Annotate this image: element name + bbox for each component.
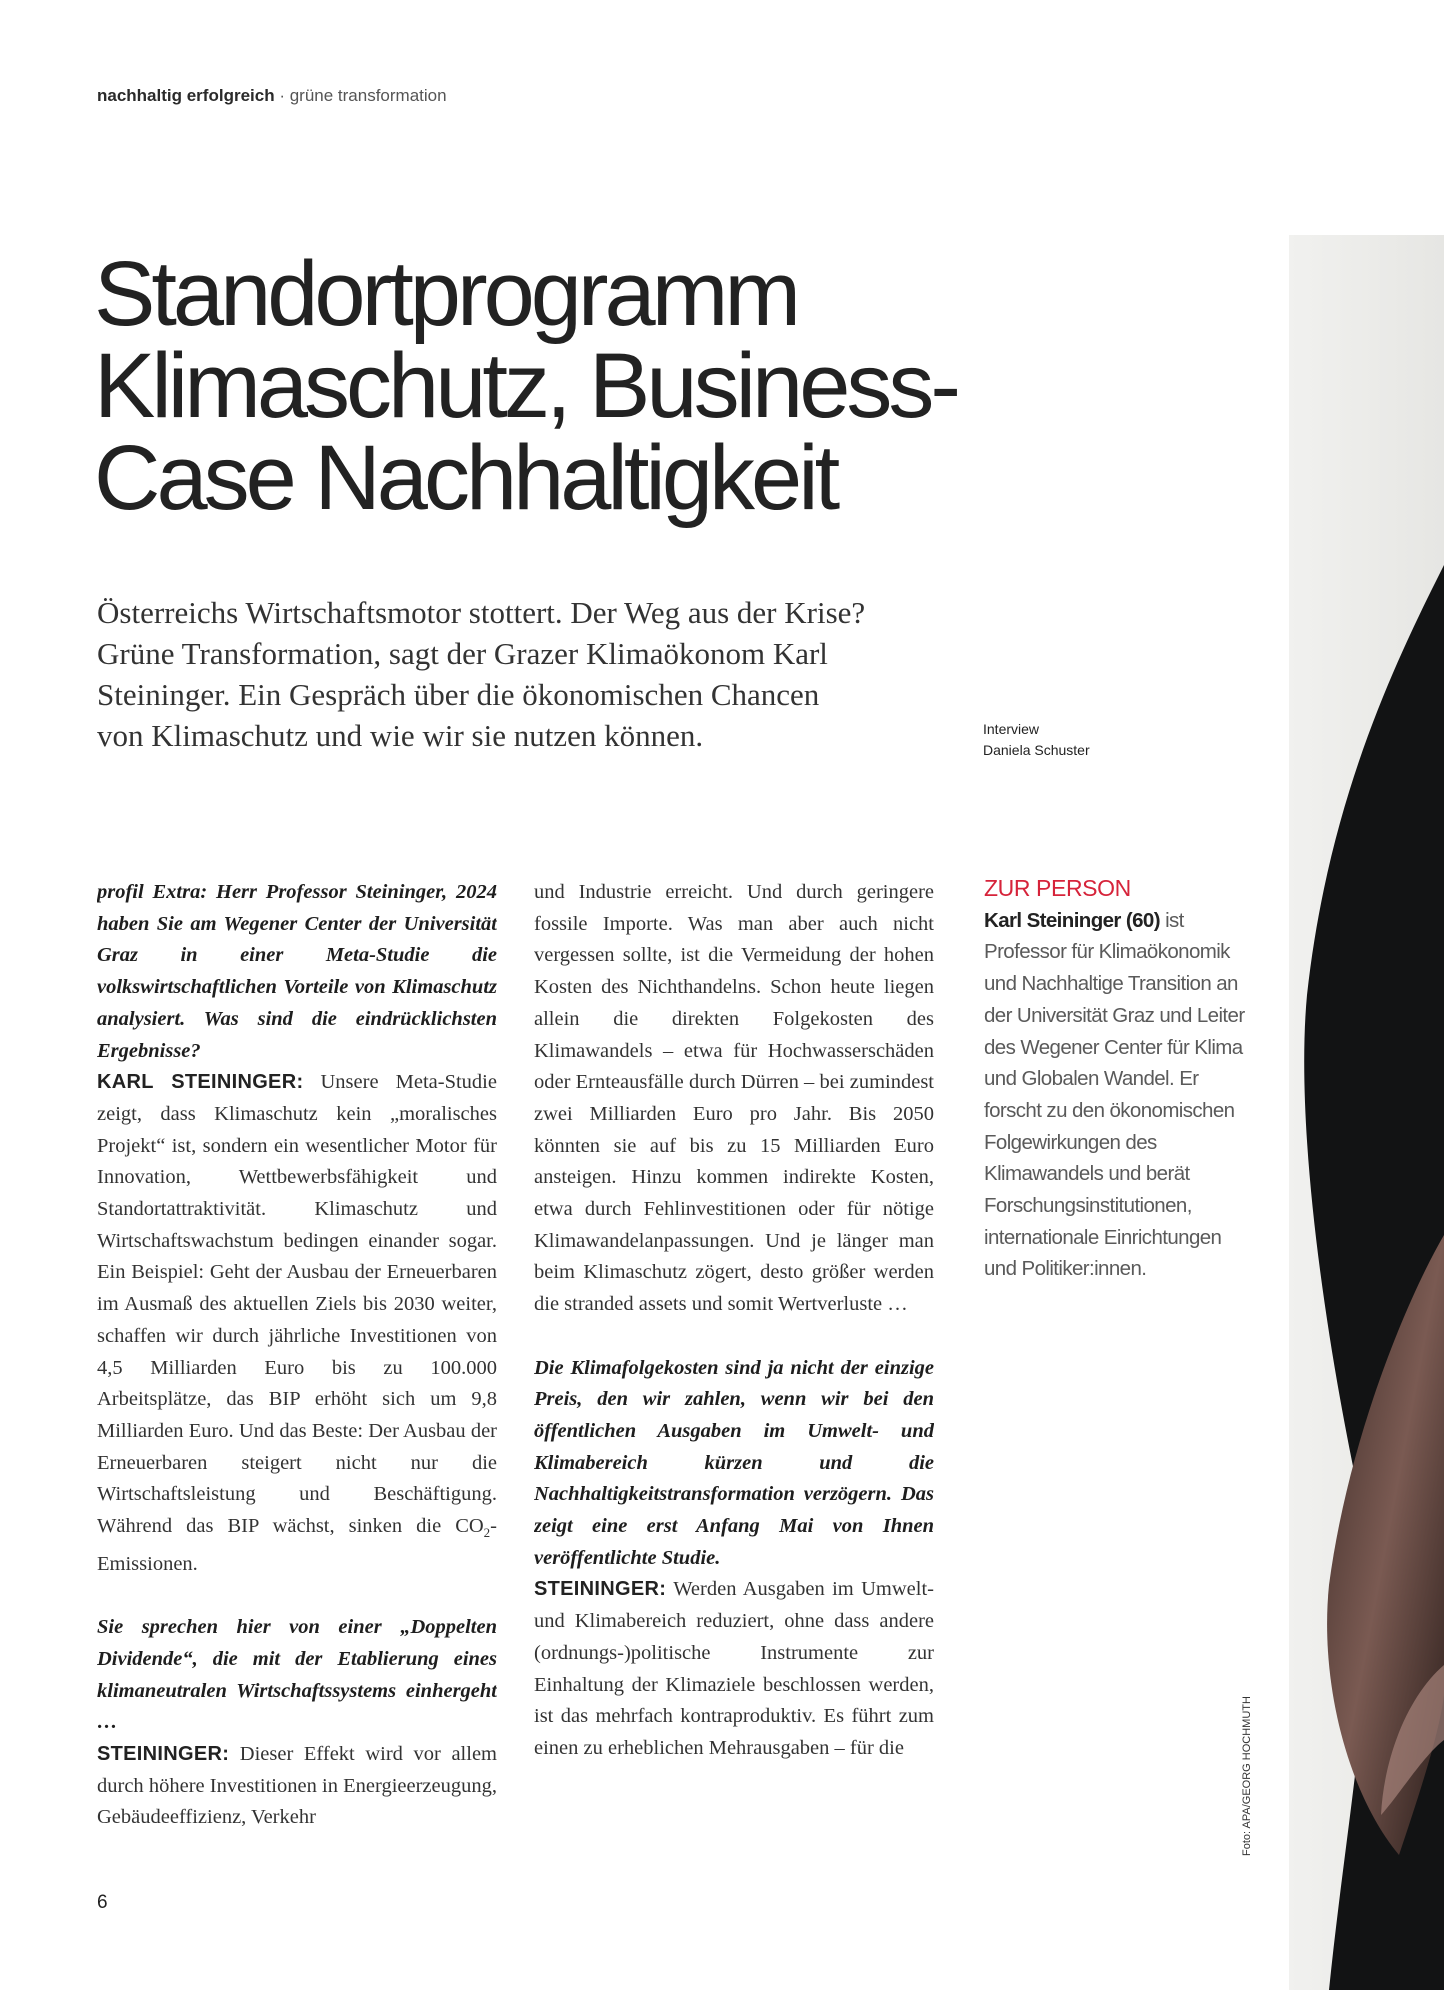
credit-label: Interview xyxy=(983,721,1040,737)
text-column-1 xyxy=(97,877,497,1877)
text-column-2 xyxy=(534,877,934,1877)
co2-subscript: 2 xyxy=(483,1525,491,1541)
speaker-label: STEININGER: xyxy=(97,1743,230,1766)
running-header xyxy=(97,86,447,106)
lead-line: Grüne Transformation, sagt der Grazer Klimaökonom Karl xyxy=(97,636,828,671)
lead-line: Österreichs Wirtschaftsmotor stottert. Der Weg aus der Krise? xyxy=(97,595,866,630)
lead-line: Steininger. Ein Gespräch über die ökonomischen Chancen xyxy=(97,677,820,712)
lead-line: von Klimaschutz und wie wir sie nutzen können. xyxy=(97,718,704,753)
answer-text: -Emissionen. xyxy=(97,1515,497,1575)
answer-text: Dieser Effekt wird vor allem durch höhere Investitionen in Energieerzeugung, Gebäudeeffizienz, Verkehr xyxy=(97,1743,497,1829)
sidebar-heading: ZUR PERSON xyxy=(984,875,1131,901)
article-title xyxy=(94,243,1054,529)
answer-text: Unsere Meta-Studie zeigt, dass Klimaschutz kein „moralisches Projekt“ ist, sondern ein wesentlicher Motor für Innovation, Wettbewerbsfähigkeit und Standortattraktivität. Klimaschutz und Wirtschaftswachstum bedingen einander sogar. Ein Beispiel: Geht der Ausbau der Erneuerbaren im Ausmaß des aktuellen Ziels bis 2030 weiter, schaffen wir durch jährliche Investitionen von 4,5 Milliarden Euro bis zu 100.000 Arbeitsplätze, das BIP erhöht sich um 9,8 Milliarden Euro. Und das Beste: Der Ausbau der Erneuerbaren steigert nicht nur die Wirtschaftsleistung und Beschäftigung. Während das BIP wächst, sinken die CO xyxy=(97,1071,497,1538)
answer-text: Werden Ausgaben im Umwelt- und Klimabereich reduziert, ohne dass andere (ordnungs-)politische Instrumente zur Einhaltung der Klimaziele beschlossen werden, ist das mehrfach kontraproduktiv. Es führt zum einen zu erheblichen Mehrausgaben – für die xyxy=(534,1578,934,1759)
photo-credit: Foto: APA/GEORG HOCHMUTH xyxy=(1241,1696,1253,1856)
header-subsection: grüne transformation xyxy=(289,86,447,105)
interview-question: profil Extra: Herr Professor Steininger, 2024 haben Sie am Wegener Center der Universität Graz in einer Meta-Studie die volkswirtschaftlichen Vorteile von Klimaschutz analysiert. Was sind die eindrücklichsten Ergebnisse? xyxy=(97,881,497,1062)
header-separator: · xyxy=(274,86,290,105)
title-line: Klimaschutz, Business- xyxy=(94,335,957,437)
interview-credit xyxy=(983,719,1090,761)
article-lead xyxy=(97,592,957,756)
interview-question: Sie sprechen hier von einer „Doppelten Dividende“, die mit der Etablierung eines klimaneutralen Wirtschaftssystems einhergeht … xyxy=(97,1616,497,1734)
interview-answer xyxy=(97,1739,497,1834)
header-section: nachhaltig erfolgreich xyxy=(97,86,275,105)
speaker-label: KARL STEININGER: xyxy=(97,1071,304,1094)
person-name: Karl Steininger (60) xyxy=(984,908,1160,932)
person-sidebar xyxy=(984,873,1254,1285)
title-line: Case Nachhaltigkeit xyxy=(94,427,837,529)
page-number: 6 xyxy=(97,1892,108,1913)
person-bio: ist Professor für Klimaökonomik und Nachhaltige Transition an der Universität Graz und Leiter des Wegener Center für Klima und Globalen Wandel. Er forscht zu den ökonomischen Folgewirkungen des Klimawandels und berät Forschungsinstitutionen, internationale Einrichtungen und Politiker:innen. xyxy=(984,908,1245,1281)
title-line: Standortprogramm xyxy=(94,243,797,345)
portrait-photo xyxy=(1289,235,1444,1990)
portrait-photo-graphic xyxy=(1289,235,1444,1990)
speaker-label: STEININGER: xyxy=(534,1578,667,1601)
interview-answer: und Industrie erreicht. Und durch geringere fossile Importe. Was man aber auch nicht vergessen sollte, ist die Vermeidung der hohen Kosten des Nichthandelns. Schon heute liegen allein die direkten Folgekosten des Klimawandels – etwa für Hochwasserschäden oder Ernteausfälle durch Dürren – bei zumindest zwei Milliarden Euro pro Jahr. Bis 2050 könnten sie auf bis zu 15 Milliarden Euro ansteigen. Hinzu kommen indirekte Kosten, etwa durch Fehlinvestitionen oder für nötige Klimawandelanpassungen. Und je länger man beim Klimaschutz zögert, desto größer werden die stranded assets und somit Wertverluste … xyxy=(534,881,934,1316)
credit-author: Daniela Schuster xyxy=(983,742,1090,758)
interview-question: Die Klimafolgekosten sind ja nicht der einzige Preis, den wir zahlen, wenn wir bei den öffentlichen Ausgaben im Umwelt- und Klimabereich kürzen und die Nachhaltigkeitstransformation verzögern. Das zeigt eine erst Anfang Mai von Ihnen veröffentlichte Studie. xyxy=(534,1356,934,1569)
interview-answer xyxy=(534,1574,934,1764)
interview-answer xyxy=(97,1067,497,1580)
